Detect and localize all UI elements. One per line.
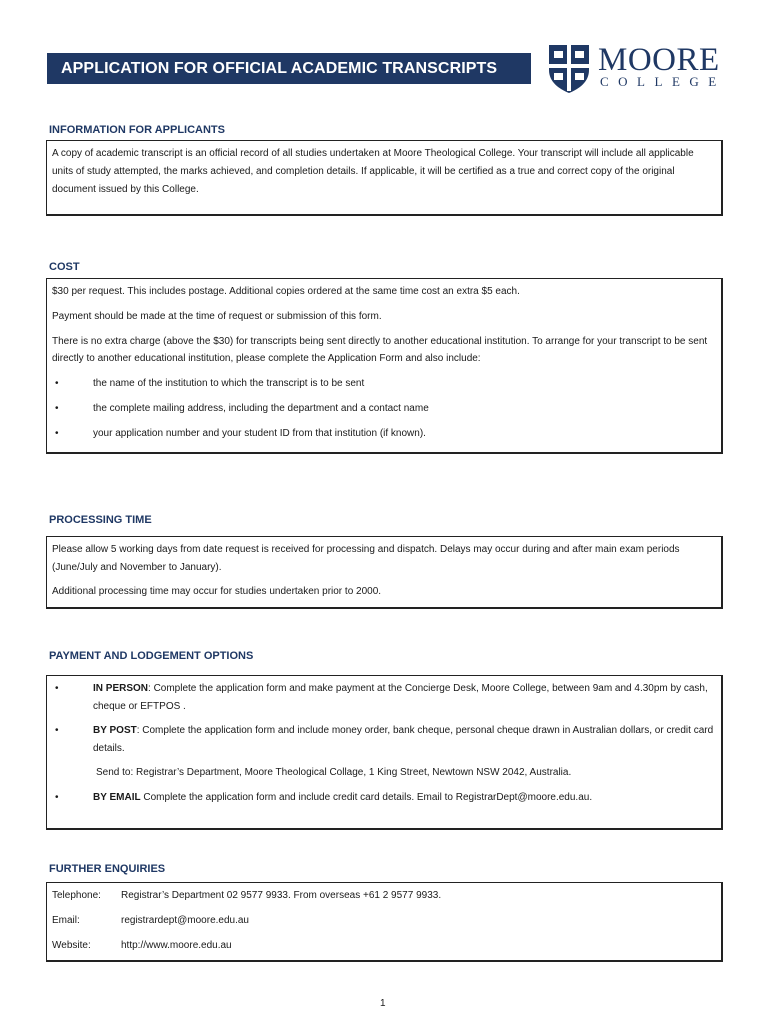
- enquiry-row-email: Email: registrardept@moore.edu.au: [52, 912, 716, 930]
- payment-heading: PAYMENT AND LODGEMENT OPTIONS: [49, 650, 254, 662]
- cost-price-text: $30 per request. This includes postage. Additional copies ordered at the same time cost an extra $5 each.: [52, 286, 520, 297]
- page-number: 1: [380, 998, 386, 1009]
- info-box: [46, 140, 723, 216]
- email-link[interactable]: registrardept@moore.edu.au: [121, 915, 249, 926]
- enquiry-row-website: Website: http://www.moore.edu.au: [52, 937, 716, 955]
- list-item: • the complete mailing address, including the department and a contact name: [52, 400, 716, 417]
- list-item: • BY POST: Complete the application form and include money order, bank cheque, personal cheque drawn in Australian dollars, or credit card details.: [52, 722, 716, 758]
- bullet-icon: •: [55, 378, 59, 389]
- list-item: • IN PERSON: Complete the application form and make payment at the Concierge Desk, Moore College, between 9am and 4.30pm by cash, cheque or EFTPOS .: [52, 680, 716, 716]
- enquiries-box: [46, 882, 723, 962]
- send-to-address: Send to: Registrar’s Department, Moore Theological Collage, 1 King Street, Newtown NSW 2042, Australia.: [96, 767, 572, 778]
- bullet-icon: •: [55, 792, 59, 803]
- info-heading: INFORMATION FOR APPLICANTS: [49, 124, 225, 136]
- info-text: A copy of academic transcript is an official record of all studies undertaken at Moore Theological College. Your transcript will include all applicable units of study attempted, the marks achieved, and completion details. If applicable, it will be certified as a true and correct copy of the original document issued by this College.: [52, 148, 694, 195]
- processing-text: Please allow 5 working days from date request is received for processing and dispatch. Delays may occur during and after main exam periods (June/July and November to January).: [52, 544, 680, 573]
- cost-heading: COST: [49, 261, 80, 273]
- logo-subtitle: COLLEGE: [600, 74, 726, 89]
- website-link[interactable]: http://www.moore.edu.au: [121, 940, 232, 951]
- cost-institution-text: There is no extra charge (above the $30) for transcripts being sent directly to another educational institution. To arrange for your transcript to be sent directly to another educational institution, please complete the Application Form and also include:: [52, 336, 708, 364]
- processing-box: [46, 536, 723, 609]
- payment-box: [46, 675, 723, 830]
- processing-additional-text: Additional processing time may occur for studies undertaken prior to 2000.: [52, 586, 382, 597]
- cost-box: [46, 278, 723, 454]
- bullet-icon: •: [55, 725, 59, 736]
- by-post-label: BY POST: [93, 725, 137, 736]
- bullet-icon: •: [55, 428, 59, 439]
- list-item: • the name of the institution to which the transcript is to be sent: [52, 375, 716, 392]
- bullet-icon: •: [55, 403, 59, 414]
- page-title: APPLICATION FOR OFFICIAL ACADEMIC TRANSCRIPTS: [47, 53, 531, 84]
- logo-wordmark: MOORE: [598, 42, 720, 78]
- crest-icon: [546, 42, 592, 94]
- bullet-icon: •: [55, 683, 59, 694]
- list-item: • your application number and your student ID from that institution (if known).: [52, 425, 716, 442]
- enquiries-heading: FURTHER ENQUIRIES: [49, 863, 166, 875]
- processing-heading: PROCESSING TIME: [49, 514, 152, 526]
- by-email-label: BY EMAIL: [93, 792, 141, 803]
- in-person-label: IN PERSON: [93, 683, 149, 694]
- college-logo: [546, 42, 736, 94]
- list-item: • BY EMAIL Complete the application form and include credit card details. Email to RegistrarDept@moore.edu.au.: [52, 789, 716, 807]
- cost-payment-text: Payment should be made at the time of request or submission of this form.: [52, 311, 382, 322]
- enquiry-row-telephone: Telephone: Registrar’s Department 02 9577 9933. From overseas +61 2 9577 9933.: [52, 890, 442, 901]
